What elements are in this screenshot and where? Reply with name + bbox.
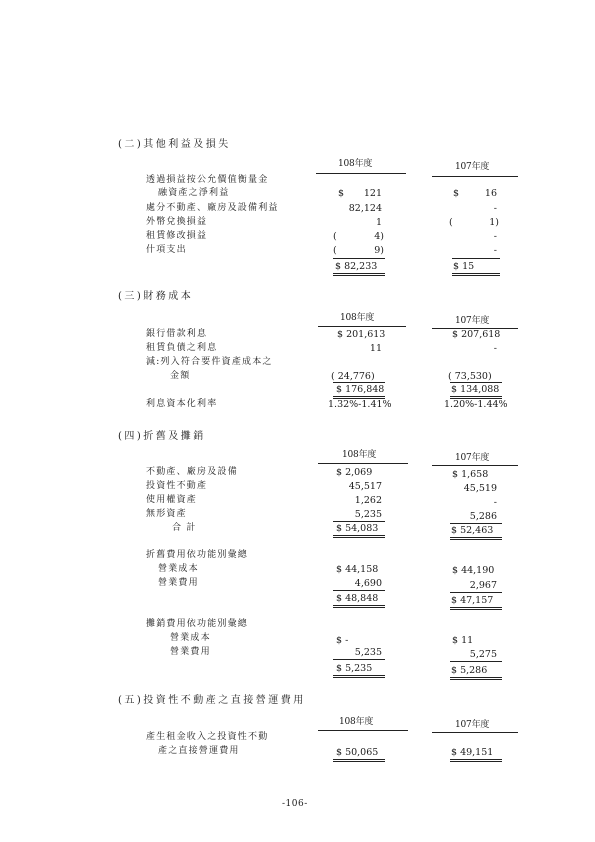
- row-label: 營業成本: [158, 564, 199, 574]
- subtotal-rule: [333, 659, 385, 660]
- subtotal-rule: [333, 382, 385, 383]
- value-107: 1): [489, 217, 499, 228]
- subtotal-rule: [452, 258, 500, 259]
- value-107: 16: [484, 188, 497, 199]
- subtotal-rule: [450, 661, 502, 662]
- row-label: 不動產、廠房及設備: [146, 467, 238, 477]
- total-108: $ 48,848: [336, 593, 379, 604]
- row-label: 租賃負債之利息: [146, 343, 218, 353]
- value-108: $ 201,613: [337, 329, 386, 340]
- value-108: $ -: [336, 635, 349, 646]
- value-107: $ 44,190: [452, 565, 495, 576]
- col-header-108: 108年度: [338, 159, 373, 169]
- row-label: 減:列入符合要件資產成本之: [146, 357, 273, 367]
- value-107: -: [493, 497, 497, 508]
- double-rule: [333, 535, 385, 538]
- row-label: 營業費用: [170, 647, 211, 657]
- row-label: 外幣兌換損益: [146, 217, 208, 227]
- double-rule: [333, 759, 385, 762]
- value-107: -: [493, 231, 497, 242]
- value-108: 1,262: [354, 495, 382, 506]
- value-107: 5,275: [469, 649, 497, 660]
- section-title-depreciation: (四)折舊及攤銷: [118, 431, 206, 442]
- row-label-cont: 金額: [170, 371, 191, 381]
- value-108: $ 2,069: [336, 467, 373, 478]
- value-107: 45,519: [463, 483, 497, 494]
- value-108: ( 24,776): [331, 371, 375, 382]
- header-rule: [432, 176, 518, 177]
- total-108: $ 82,233: [335, 261, 378, 272]
- value-107: -: [493, 343, 497, 354]
- col-header-108: 108年度: [339, 717, 374, 727]
- double-rule: [450, 759, 502, 762]
- header-rule: [432, 732, 518, 733]
- open-paren: (: [333, 231, 337, 242]
- value-108: 5,235: [354, 647, 382, 658]
- double-rule: [452, 273, 500, 276]
- value-108: $ 50,065: [336, 747, 379, 758]
- section-title-finance-costs: (三)財務成本: [118, 291, 194, 302]
- row-label: 透過損益按公允價值衡量金: [146, 175, 269, 185]
- section-title-other-gains: (二)其他利益及損失: [118, 139, 231, 150]
- row-label: 營業費用: [158, 578, 199, 588]
- value-108: 121: [363, 188, 382, 199]
- subtotal-rule: [333, 521, 385, 522]
- subtotal-rule: [450, 592, 502, 593]
- value-108: 82,124: [348, 203, 382, 214]
- sub-heading: 攤銷費用依功能別彙總: [146, 619, 249, 629]
- value-108: $ 44,158: [336, 564, 379, 575]
- open-paren: (: [333, 245, 337, 256]
- row-label-cont: 產之直接營運費用: [158, 746, 240, 756]
- value-107: -: [493, 203, 497, 214]
- header-rule: [432, 465, 518, 466]
- total-108: $ 176,848: [336, 384, 385, 395]
- value-107: $ 207,618: [452, 329, 501, 340]
- value-107: $ 49,151: [451, 747, 494, 758]
- open-paren: (: [449, 217, 453, 228]
- sub-heading: 折舊費用依功能別彙總: [146, 550, 249, 560]
- subtotal-rule: [450, 382, 502, 383]
- currency-sign: $: [338, 188, 345, 199]
- subtotal-rule: [333, 590, 385, 591]
- double-rule: [450, 607, 502, 610]
- value-108: 4): [374, 231, 384, 242]
- currency-sign: $: [453, 188, 460, 199]
- section-title-investment-property: (五)投資性不動產之直接營運費用: [118, 695, 306, 706]
- total-107: $ 47,157: [451, 595, 494, 606]
- row-label: 處分不動產、廠房及設備利益: [146, 203, 279, 213]
- col-header-108: 108年度: [340, 313, 375, 323]
- header-rule: [316, 173, 406, 174]
- subtotal-rule: [450, 523, 502, 524]
- value-107: -: [493, 245, 497, 256]
- value-108: 5,235: [354, 509, 382, 520]
- value-108: 4,690: [354, 578, 382, 589]
- double-rule: [333, 675, 385, 678]
- rate-107: 1.20%-1.44%: [444, 399, 508, 410]
- total-label: 合 計: [172, 523, 197, 533]
- rate-108: 1.32%-1.41%: [328, 399, 392, 410]
- row-label: 銀行借款利息: [146, 329, 208, 339]
- row-label: 無形資產: [146, 509, 187, 519]
- value-107: $ 1,658: [452, 469, 489, 480]
- total-107: $ 5,286: [451, 665, 488, 676]
- col-header-107: 107年度: [455, 453, 490, 463]
- row-label: 什項支出: [146, 245, 187, 255]
- col-header-108: 108年度: [342, 450, 377, 460]
- col-header-107: 107年度: [455, 720, 490, 730]
- row-label-cont: 融資產之淨利益: [158, 188, 230, 198]
- col-header-107: 107年度: [455, 162, 490, 172]
- double-rule: [333, 605, 385, 608]
- row-label: 利息資本化利率: [146, 399, 218, 409]
- total-108: $ 54,083: [336, 523, 379, 534]
- value-107: $ 11: [452, 635, 474, 646]
- value-108: 45,517: [348, 481, 382, 492]
- row-label: 使用權資產: [146, 495, 198, 505]
- total-107: $ 134,088: [451, 384, 500, 395]
- total-107: $ 15: [453, 261, 475, 272]
- value-108: 1: [375, 217, 382, 228]
- value-107: 2,967: [469, 580, 497, 591]
- double-rule: [450, 537, 502, 540]
- double-rule: [450, 677, 502, 680]
- subtotal-rule: [333, 258, 385, 259]
- row-label: 營業成本: [170, 633, 211, 643]
- row-label: 租賃修改損益: [146, 231, 208, 241]
- total-108: $ 5,235: [336, 663, 373, 674]
- total-107: $ 52,463: [451, 525, 494, 536]
- row-label: 投資性不動產: [146, 481, 208, 491]
- value-108: 11: [369, 343, 382, 354]
- header-rule: [318, 463, 408, 464]
- page-number: -106-: [282, 799, 308, 809]
- header-rule: [318, 730, 408, 731]
- value-107: 5,286: [469, 511, 497, 522]
- value-108: 9): [374, 245, 384, 256]
- col-header-107: 107年度: [455, 316, 490, 326]
- row-label: 產生租金收入之投資性不動: [146, 732, 269, 742]
- value-107: ( 73,530): [448, 371, 492, 382]
- header-rule: [318, 326, 406, 327]
- double-rule: [333, 273, 385, 276]
